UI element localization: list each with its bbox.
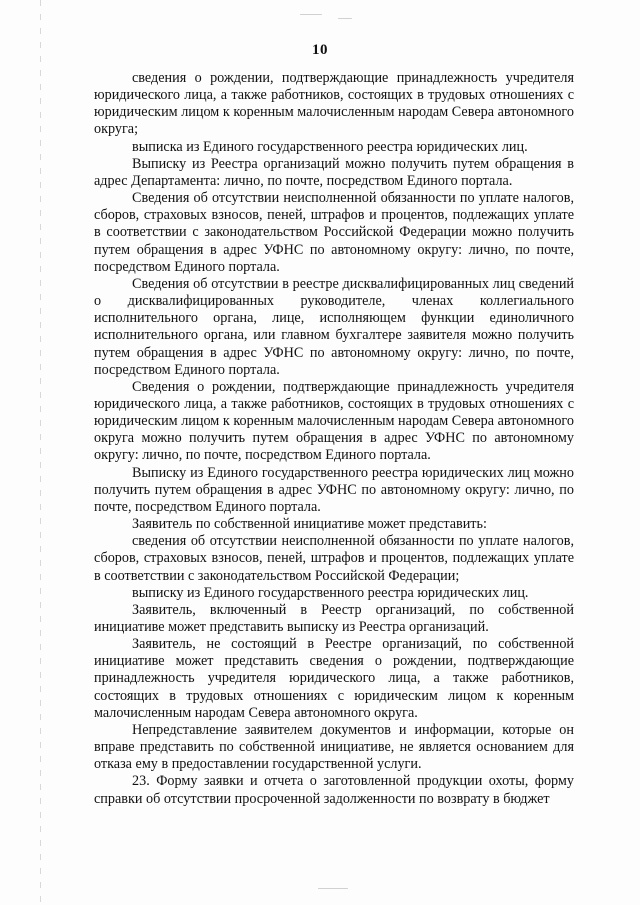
paragraph: Заявитель, не состоящий в Реестре организаций, по собственной инициативе может представить сведения о рождении, подтверждающие принадлежность учредителя юридического лица, а также работников, состоящих в трудовых отношениях с юридическим лицом к коренным малочисленным народам Севера автономного округа.: [94, 636, 574, 721]
page-number: 10: [312, 42, 328, 58]
paragraph: сведения об отсутствии неисполненной обязанности по уплате налогов, сборов, страховых взносов, пеней, штрафов и процентов, подлежащих уплате в соответствии с законодательством Российской Федерации;: [94, 533, 574, 584]
paragraph: Непредставление заявителем документов и информации, которые он вправе представить по собственной инициативе, не является основанием для отказа ему в предоставлении государственной услуги.: [94, 721, 574, 773]
document-body: [94, 70, 574, 808]
paragraph: Сведения об отсутствии в реестре дисквалифицированных лиц сведений о дисквалифицированных руководителе, членах коллегиального исполнительного органа, лице, исполняющем функции единоличного исполнительного органа, или главном бухгалтере заявителя можно получить путем обращения в адрес УФНС по автономному округу: лично, по почте, посредством Единого портала.: [94, 275, 574, 378]
scan-speck: [338, 18, 352, 19]
paragraph: выписка из Единого государственного реестра юридических лиц.: [132, 138, 528, 155]
paragraph: Сведения об отсутствии неисполненной обязанности по уплате налогов, сборов, страховых взносов, пеней, штрафов и процентов, подлежащих уплате в соответствии с законодательством Российской Федерации можно получить путем обращения в адрес УФНС по автономному округу: лично, по почте, посредством Единого портала.: [94, 190, 574, 275]
scan-edge-line: [40, 0, 41, 905]
paragraph: сведения о рождении, подтверждающие принадлежность учредителя юридического лица, а также работников, состоящих в трудовых отношениях с юридическим лицом к коренным малочисленным народам Севера автономного округа;: [94, 70, 574, 138]
paragraph: Выписку из Реестра организаций можно получить путем обращения в адрес Департамента: лично, по почте, посредством Единого портала.: [94, 155, 574, 189]
paragraph: выписку из Единого государственного реестра юридических лиц.: [132, 584, 529, 601]
scan-speck: [300, 14, 322, 15]
paragraph: 23. Форму заявки и отчета о заготовленной продукции охоты, форму справки об отсутствии просроченной задолженности по возврату в бюджет: [94, 773, 574, 807]
paragraph: Заявитель по собственной инициативе может представить:: [132, 516, 487, 533]
scan-speck: [318, 888, 348, 889]
paragraph: Выписку из Единого государственного реестра юридических лиц можно получить путем обращения в адрес УФНС по автономному округу: лично, по почте, посредством Единого портала.: [94, 464, 574, 515]
paragraph: Сведения о рождении, подтверждающие принадлежность учредителя юридического лица, а также работников, состоящих в трудовых отношениях с юридическим лицом к коренным малочисленным народам Севера автономного округа можно получить путем обращения в адрес УФНС по автономному округу: лично, по почте, посредством Единого портала.: [94, 378, 574, 464]
paragraph: Заявитель, включенный в Реестр организаций, по собственной инициативе может представить выписку из Реестра организаций.: [94, 601, 574, 635]
